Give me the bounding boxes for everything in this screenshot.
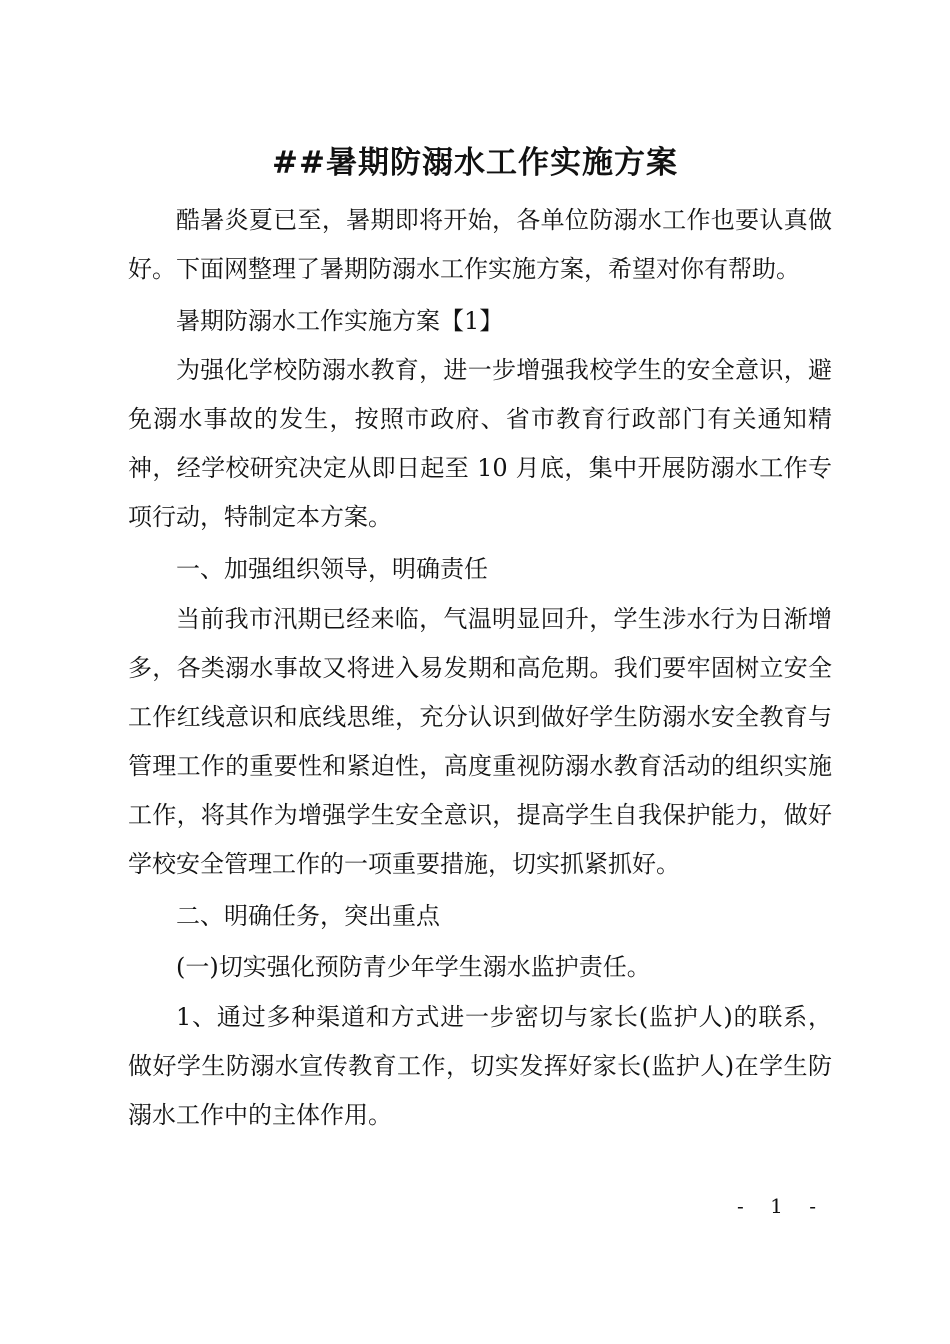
paragraph-text: 1、通过多种渠道和方式进一步密切与家长(监护人)的联系，做好学生防溺水宣传教育工作，切实发挥好家长(监护人)在学生防溺水工作中的主体作用。 [128,1003,832,1129]
section-heading-plan-1 [128,297,832,346]
paragraph-leadership [128,595,832,889]
paragraph-text: 为强化学校防溺水教育，进一步增强我校学生的安全意识，避免溺水事故的发生，按照市政府、省市教育行政部门有关通知精神，经学校研究决定从即日起至 10 月底，集中开展防溺水工作专项行动，特制定本方案。 [128,356,832,531]
paragraph-text: (一)切实强化预防青少年学生溺水监护责任。 [176,953,651,981]
section-heading-tasks [128,892,832,941]
document-title: ##暑期防溺水工作实施方案 [272,145,678,181]
paragraph-intro [128,196,832,294]
paragraph-purpose [128,346,832,542]
subsection-heading-monitoring [128,943,832,992]
paragraph-text: 酷暑炎夏已至，暑期即将开始，各单位防溺水工作也要认真做好。下面网整理了暑期防溺水工作实施方案，希望对你有帮助。 [128,206,832,283]
paragraph-item-1 [128,993,832,1140]
section-heading-leadership [128,545,832,594]
page-number: - 1 - [737,1194,826,1218]
paragraph-text: 二、明确任务，突出重点 [176,902,440,930]
paragraph-text: 当前我市汛期已经来临，气温明显回升，学生涉水行为日渐增多，各类溺水事故又将进入易发期和高危期。我们要牢固树立安全工作红线意识和底线思维，充分认识到做好学生防溺水安全教育与管理工作的重要性和紧迫性，高度重视防溺水教育活动的组织实施工作，将其作为增强学生安全意识，提高学生自我保护能力，做好学校安全管理工作的一项重要措施，切实抓紧抓好。 [128,605,832,878]
paragraph-text: 一、加强组织领导，明确责任 [176,555,488,583]
paragraph-text: 暑期防溺水工作实施方案【1】 [176,307,504,335]
